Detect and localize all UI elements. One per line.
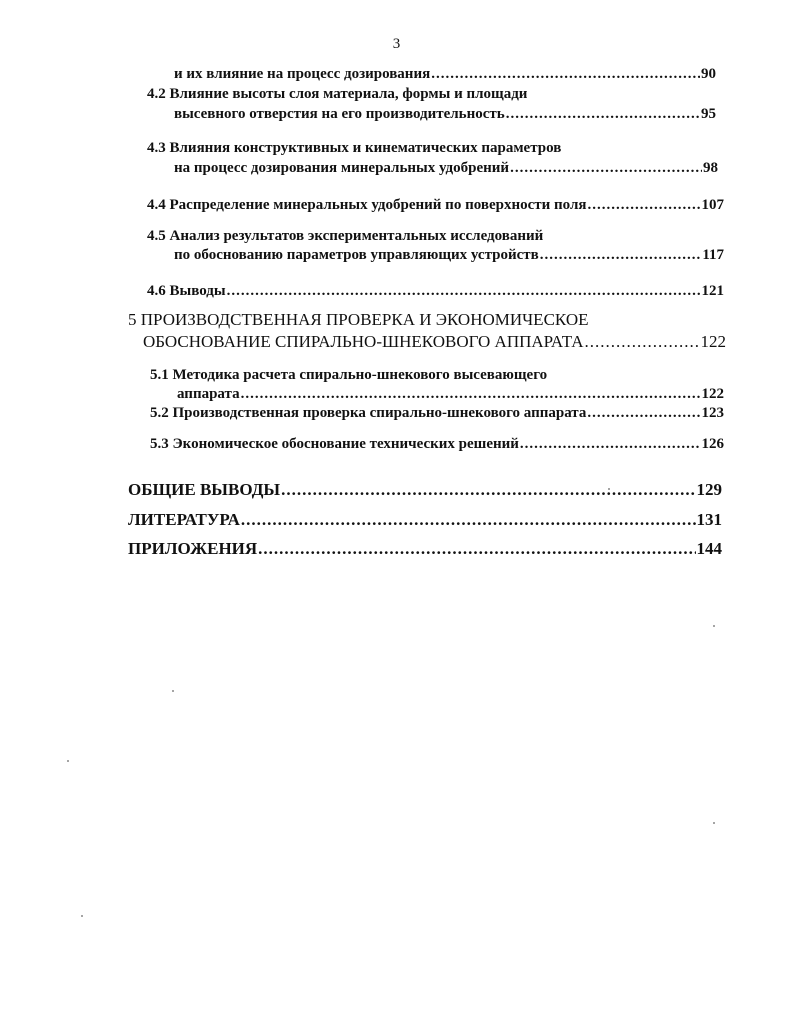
toc-page-number: 121 (701, 283, 724, 299)
toc-entry-4-3[interactable] (174, 158, 718, 178)
toc-entry-4-4[interactable] (147, 195, 724, 215)
scan-speck (713, 625, 715, 627)
toc-literature[interactable] (128, 509, 722, 531)
toc-entry-5-1[interactable] (177, 384, 724, 404)
toc-page-number: 90 (701, 66, 716, 82)
toc-leader (520, 434, 701, 454)
toc-entry-title: ОБЩИЕ ВЫВОДЫ (128, 480, 281, 499)
toc-entry-4-5[interactable] (174, 245, 724, 265)
toc-entry-4-2-line1[interactable]: 4.2 Влияние высоты слоя материала, формы и площади (147, 86, 528, 102)
toc-page-number: 126 (701, 436, 724, 452)
toc-entry-4-6[interactable] (147, 281, 724, 301)
toc-page-number: 117 (702, 247, 724, 263)
toc-entry-title: 4.4 Распределение минеральных удобрений по поверхности поля (147, 197, 587, 213)
toc-entry-title: ОБОСНОВАНИЕ СПИРАЛЬНО-ШНЕКОВОГО АППАРАТА (143, 332, 584, 351)
toc-entry-title: 5.2 Производственная проверка спирально-шнекового аппарата (150, 405, 587, 421)
toc-entry-4-3-line1[interactable]: 4.3 Влияния конструктивных и кинематических параметров (147, 140, 562, 156)
toc-entry-4-2[interactable] (174, 104, 716, 124)
toc-entry-title: 5.3 Экономическое обоснование технических решений (150, 436, 519, 452)
toc-page-number: 107 (701, 197, 724, 213)
toc-leader (241, 509, 696, 531)
page-number: 3 (392, 36, 401, 52)
toc-entry-5-2[interactable] (150, 403, 724, 423)
scan-speck (81, 915, 83, 917)
toc-entry-title: и их влияние на процесс дозирования (174, 66, 431, 82)
toc-conclusions[interactable] (128, 479, 722, 501)
toc-leader (227, 281, 701, 301)
toc-entry-4-1[interactable] (174, 64, 716, 84)
scan-speck (713, 822, 715, 824)
toc-leader (587, 195, 700, 215)
toc-leader (281, 479, 695, 501)
scan-speck (67, 760, 69, 762)
toc-page-number: 123 (701, 405, 724, 421)
scan-speck (608, 488, 610, 490)
toc-entry-title: 4.6 Выводы (147, 283, 226, 299)
toc-page-number: 144 (696, 539, 722, 558)
toc-leader (585, 331, 700, 353)
toc-appendices[interactable] (128, 538, 722, 560)
toc-entry-title: на процесс дозирования минеральных удобрений (174, 160, 510, 176)
toc-leader (587, 403, 700, 423)
toc-entry-5-3[interactable] (150, 434, 724, 454)
toc-entry-5-1-line1[interactable]: 5.1 Методика расчета спирально-шнекового высевающего (150, 367, 548, 383)
toc-leader (241, 384, 701, 404)
toc-entry-4-5-line1[interactable]: 4.5 Анализ результатов экспериментальных исследований (147, 228, 544, 244)
toc-entry-title: аппарата (177, 386, 240, 402)
toc-entry-title: ПРИЛОЖЕНИЯ (128, 539, 258, 558)
toc-page-number: 131 (696, 510, 722, 529)
toc-leader (510, 158, 702, 178)
toc-leader (506, 104, 700, 124)
toc-page-number: 129 (696, 480, 722, 499)
toc-page-number: 98 (703, 160, 718, 176)
toc-chapter-5-line1[interactable]: 5 ПРОИЗВОДСТВЕННАЯ ПРОВЕРКА И ЭКОНОМИЧЕСКОЕ (128, 310, 589, 329)
toc-page-number: 95 (701, 106, 716, 122)
toc-entry-title: высевного отверстия на его производительность (174, 106, 505, 122)
toc-entry-title: по обоснованию параметров управляющих устройств (174, 247, 539, 263)
scan-speck (172, 690, 174, 692)
toc-entry-title: ЛИТЕРАТУРА (128, 510, 240, 529)
toc-leader (258, 538, 695, 560)
toc-page-number: 122 (700, 332, 726, 351)
toc-leader (431, 64, 700, 84)
toc-chapter-5[interactable] (143, 331, 726, 353)
toc-page-number: 122 (701, 386, 724, 402)
toc-leader (540, 245, 702, 265)
